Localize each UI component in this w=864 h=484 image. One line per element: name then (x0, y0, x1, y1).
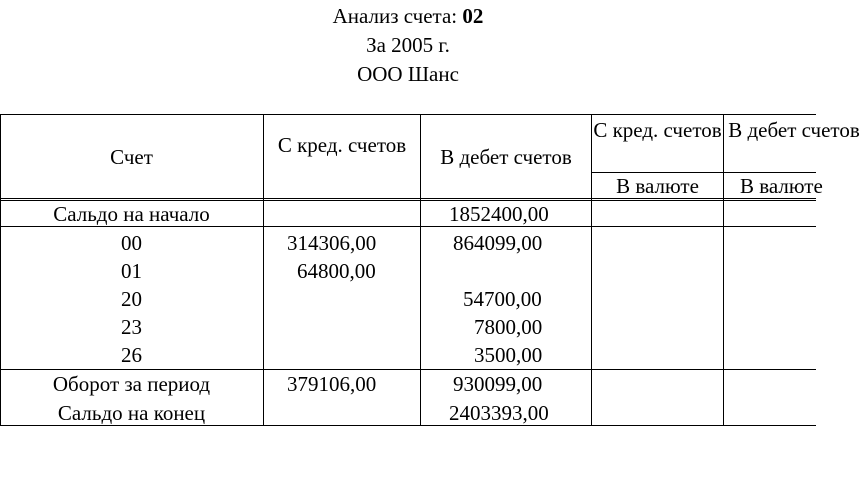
row-debit: 3500,00 (474, 343, 543, 367)
turnover-credit: 379106,00 (287, 372, 377, 396)
report-title (0, 2, 816, 31)
header-bottom-border (0, 198, 816, 201)
opening-balance-label: Сальдо на начало (53, 202, 210, 226)
header-from-credit-2: С кред. счетов (593, 118, 722, 142)
row-debit: 54700,00 (463, 287, 542, 311)
row-credit: 314306,00 (287, 231, 377, 255)
row-account: 23 (121, 315, 142, 339)
account-number: 02 (462, 4, 484, 28)
turnover-label: Оборот за период (52, 372, 211, 396)
closing-balance-label: Сальдо на конец (57, 401, 206, 425)
row-credit: 64800,00 (297, 259, 376, 283)
row-debit: 7800,00 (474, 315, 543, 339)
header-in-currency-2: В валюте (740, 174, 823, 198)
header-from-credit: С кред. счетов (277, 133, 407, 157)
header-in-currency-1: В валюте (616, 174, 699, 198)
row-debit: 864099,00 (453, 231, 543, 255)
report-header (0, 2, 816, 89)
opening-balance-debit: 1852400,00 (449, 202, 549, 226)
report-period: За 2005 г. (366, 33, 450, 57)
row-account: 20 (121, 287, 142, 311)
header-to-debit-2: В дебет счетов (728, 118, 860, 142)
company-name: ООО Шанс (357, 62, 459, 86)
title-prefix: Анализ счета: (332, 4, 458, 28)
row-account: 00 (121, 231, 142, 255)
header-to-debit-2-cell (724, 115, 860, 172)
header-from-credit-2-cell (592, 115, 723, 172)
opening-balance-border (0, 226, 816, 227)
turnover-debit: 930099,00 (453, 372, 543, 396)
header-to-debit: В дебет счетов (440, 145, 572, 169)
row-account: 26 (121, 343, 142, 367)
detail-rows-border (0, 369, 816, 370)
header-in-currency-2-cell (724, 173, 823, 198)
header-account: Счет (110, 145, 153, 169)
column-divider-1 (263, 114, 264, 426)
table-bottom-border (0, 425, 816, 426)
closing-balance-debit: 2403393,00 (449, 401, 549, 425)
row-account: 01 (121, 259, 142, 283)
